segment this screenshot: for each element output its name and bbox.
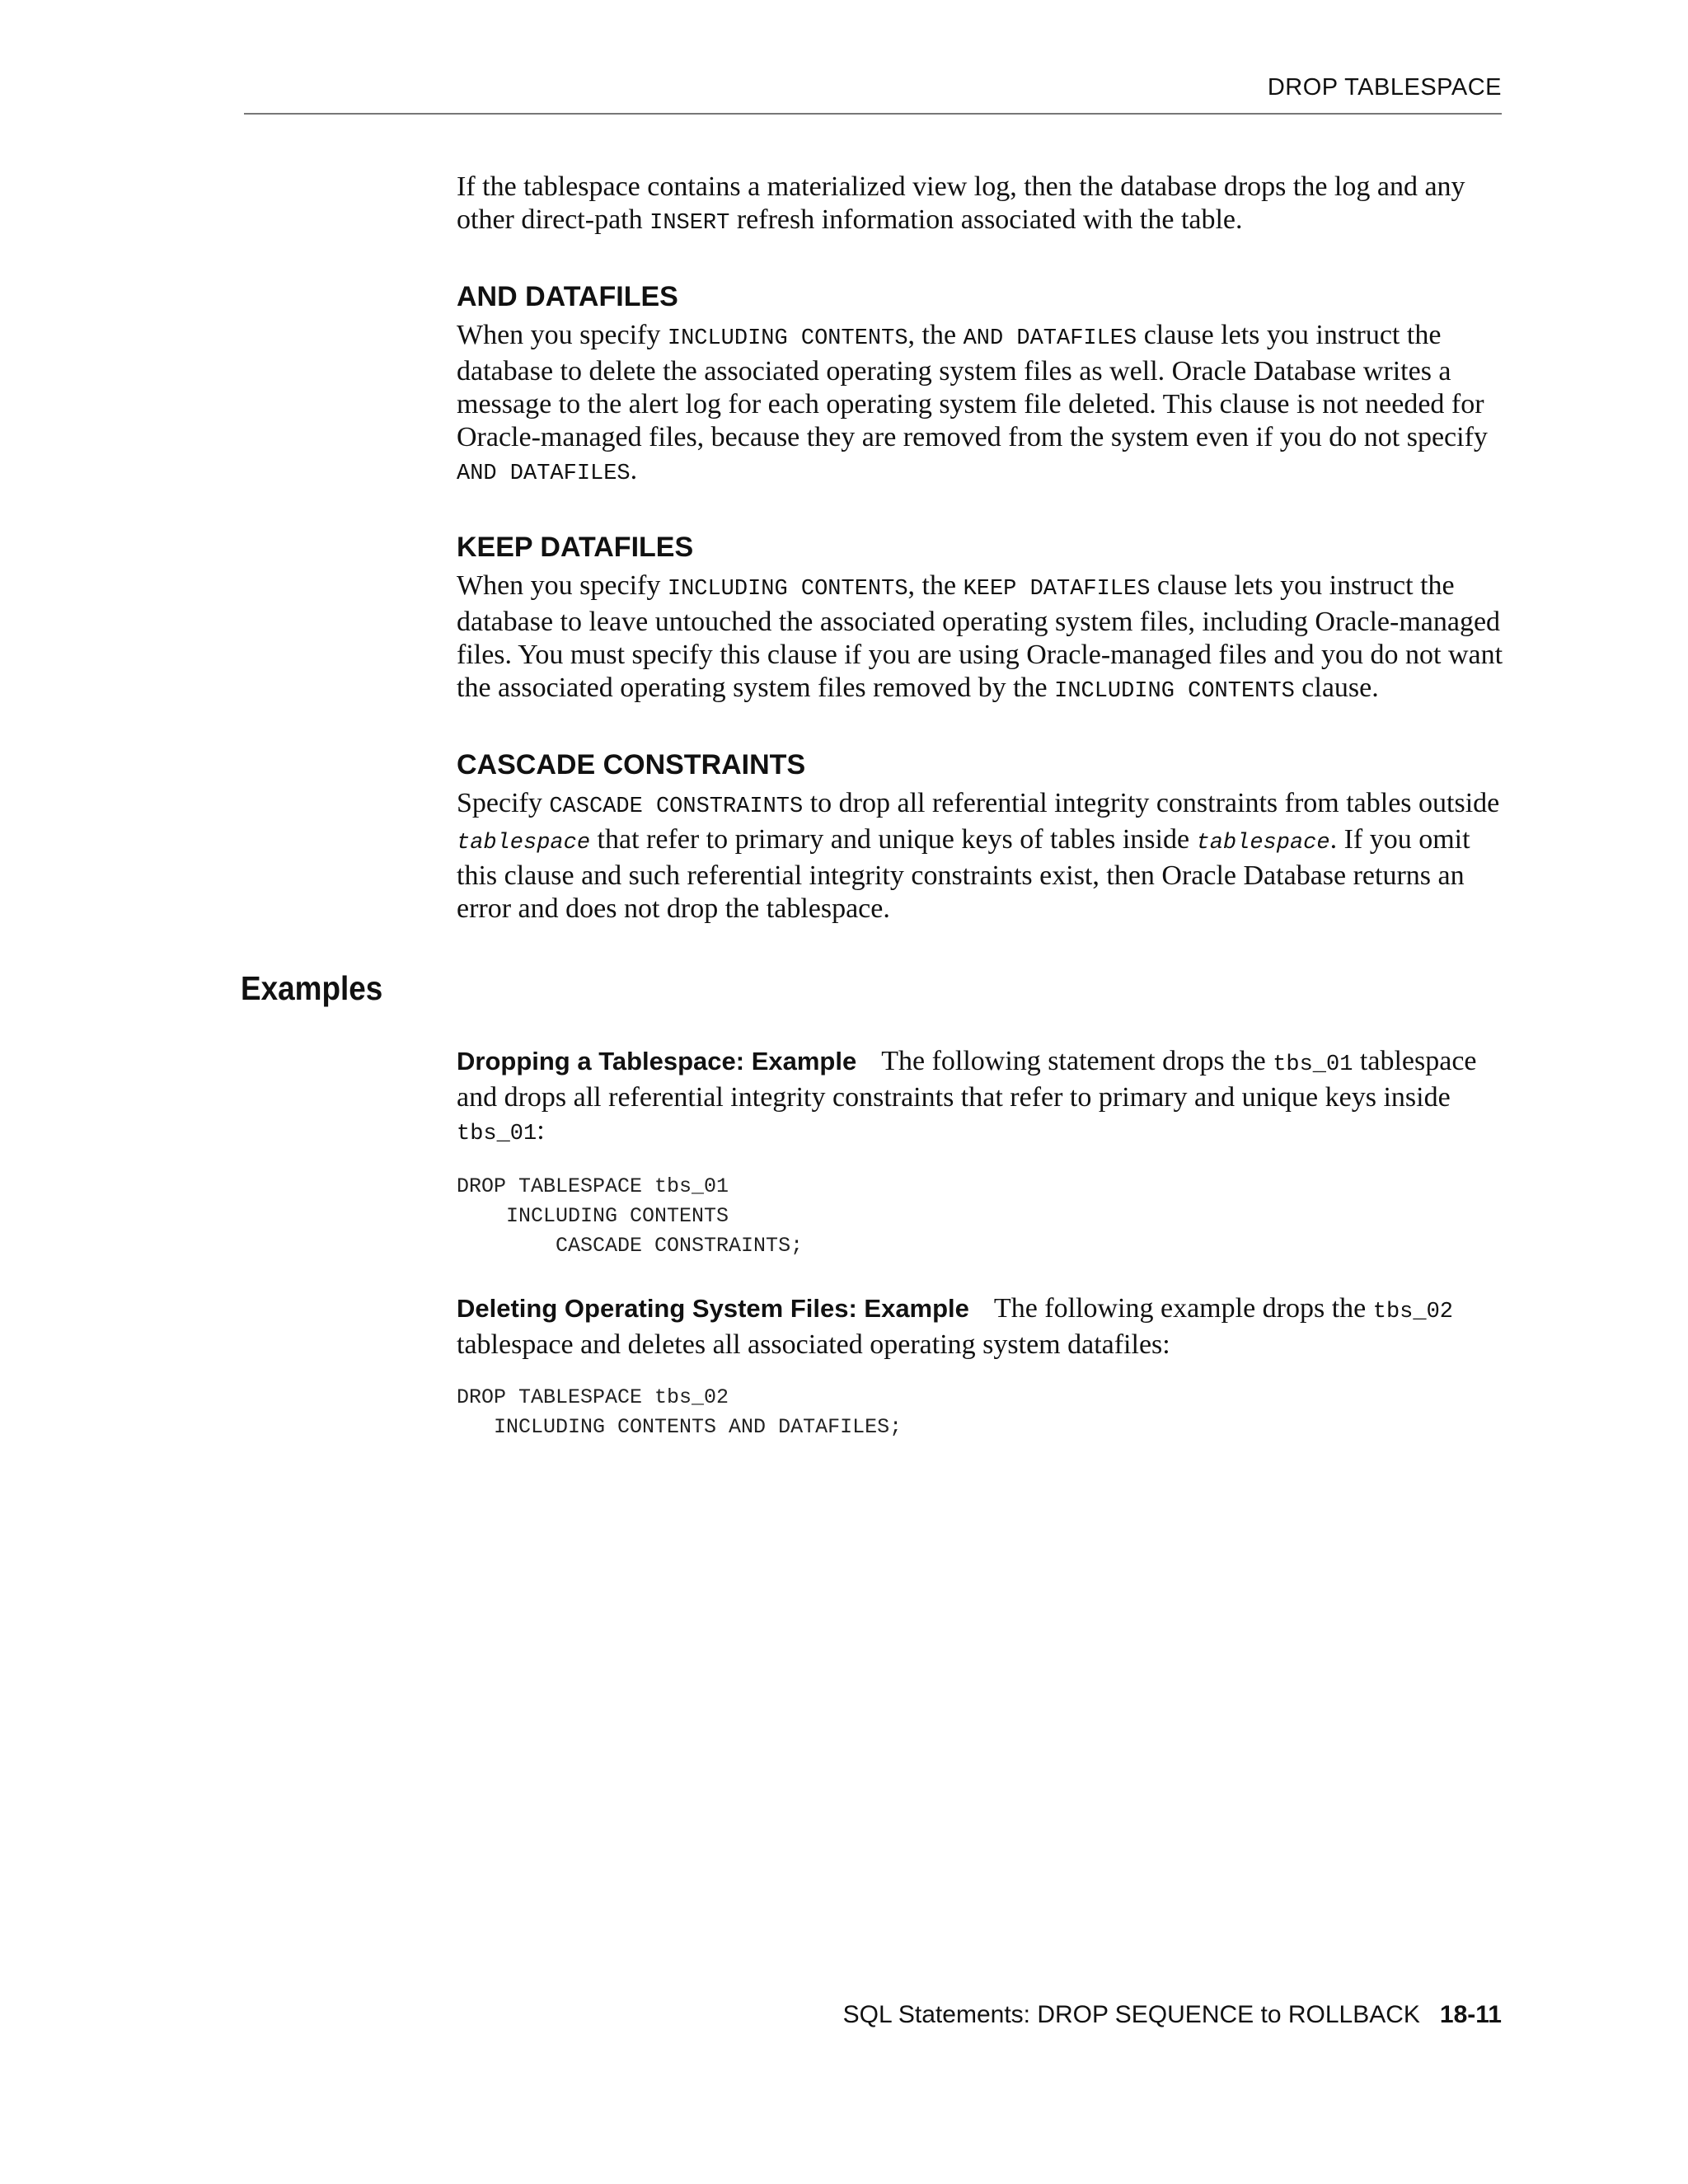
- main-content: [457, 171, 1503, 926]
- text: , the: [907, 570, 964, 601]
- text: that refer to primary and unique keys of tables inside: [590, 824, 1197, 855]
- code-term: CASCADE CONSTRAINTS: [549, 794, 804, 819]
- text: The following statement drops the: [881, 1046, 1273, 1076]
- text: .: [630, 455, 638, 485]
- text: clause.: [1294, 673, 1379, 703]
- code-block-2: DROP TABLESPACE tbs_02 INCLUDING CONTENTS AND DATAFILES;: [457, 1385, 903, 1439]
- footer-text: SQL Statements: DROP SEQUENCE to ROLLBACK: [842, 2001, 1420, 2028]
- code-term: INCLUDING CONTENTS: [667, 577, 908, 602]
- text: If the tablespace contains a materialized view log, then the database drops the log and any other direct-path: [457, 171, 1465, 235]
- code-term: AND DATAFILES: [457, 462, 631, 486]
- code-term: KEEP DATAFILES: [963, 577, 1151, 602]
- code-variable: tablespace: [457, 831, 591, 855]
- page-footer: [843, 2001, 1502, 2029]
- text: The following example drops the: [993, 1293, 1373, 1324]
- text: . If you omit this clause and such referential integrity constraints exist, then Oracle Database returns an error and does not drop the tablespace.: [457, 824, 1470, 924]
- code-term: tbs_02: [1372, 1300, 1453, 1324]
- keep-datafiles-paragraph: [457, 569, 1503, 708]
- heading-and-datafiles: AND DATAFILES: [457, 281, 678, 312]
- running-header: DROP TABLESPACE: [1267, 74, 1502, 101]
- heading-cascade-constraints: CASCADE CONSTRAINTS: [457, 749, 806, 780]
- examples-content: [457, 1045, 1503, 1442]
- example-1-paragraph: [457, 1045, 1503, 1151]
- example-2-paragraph: [457, 1292, 1503, 1361]
- code-term: INCLUDING CONTENTS: [1054, 679, 1295, 704]
- code-term: INSERT: [649, 211, 730, 236]
- cascade-constraints-paragraph: [457, 787, 1503, 926]
- code-term: tbs_01: [457, 1122, 537, 1146]
- text: , the: [907, 320, 964, 350]
- text: tablespace and drops all referential integrity constraints that refer to primary and unique keys inside: [457, 1046, 1477, 1113]
- text: :: [537, 1115, 545, 1146]
- code-block-1: DROP TABLESPACE tbs_01 INCLUDING CONTENTS CASCADE CONSTRAINTS;: [457, 1174, 804, 1258]
- code-term: AND DATAFILES: [963, 326, 1137, 351]
- example-heading: Dropping a Tablespace: Example: [457, 1047, 857, 1076]
- text: clause lets you instruct the database to leave untouched the associated operating system files, including Oracle-managed files. You must specify this clause if you are using Oracle-managed files and you do not want the associated operating system files removed by the: [457, 570, 1503, 703]
- and-datafiles-paragraph: [457, 319, 1503, 490]
- text: refresh information associated with the table.: [729, 204, 1243, 235]
- section-title-examples: Examples: [241, 969, 383, 1007]
- code-term: INCLUDING CONTENTS: [667, 326, 908, 351]
- text: to drop all referential integrity constraints from tables outside: [803, 788, 1500, 818]
- code-variable: tablespace: [1196, 831, 1330, 855]
- text: When you specify: [457, 320, 668, 350]
- example-heading: Deleting Operating System Files: Example: [457, 1294, 969, 1323]
- text: When you specify: [457, 570, 668, 601]
- header-divider: [244, 113, 1502, 115]
- text: Specify: [457, 788, 550, 818]
- text: tablespace and deletes all associated operating system datafiles:: [457, 1329, 1170, 1360]
- heading-keep-datafiles: KEEP DATAFILES: [457, 532, 694, 563]
- page-number: 18-11: [1439, 2001, 1502, 2028]
- code-term: tbs_01: [1273, 1052, 1353, 1077]
- text: clause lets you instruct the database to delete the associated operating system files as well. Oracle Database writes a message to the alert log for each operating system file deleted. This clause is not needed for Oracle-managed files, because they are removed from the system even if you do not specify: [457, 320, 1488, 452]
- intro-paragraph: [457, 171, 1503, 240]
